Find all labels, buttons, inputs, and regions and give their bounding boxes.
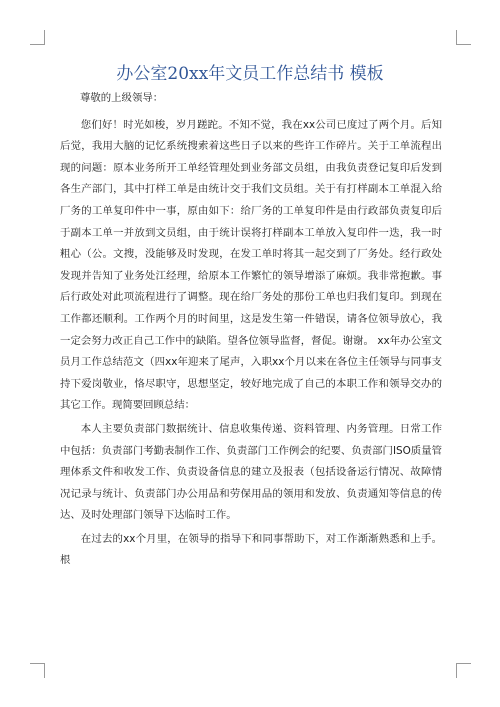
body-paragraph-1: 您们好！时光如梭，岁月蹉跎。不知不觉，我在xx公司已度过了两个月。后知后觉，我用大脑的记忆系统搜索着这些日子以来的些许工作碎片。关于工单流程出现的问题：原本业务所开工单经管理处到业务部文员组，由我负责登记复印后发到各生产部门，其中打样工单是由统计交于我们文员组。关于有打样副本工单混入给厂务的工单复印件中一事，原由如下：给厂务的工单复印件是由行政部负责复印后于副本工单一并放到文员组，由于统计误将打样副本工单放入复印件一迭，我一时粗心（公。文搜，没能够及时发现，在发工单时将其一起交到了厂务处。经行政处发现并告知了业务处江经理，给原本工作繁忙的领导增添了麻烦。我非常抱歉。事后行政处对此项流程进行了调整。现在给厂务处的那份工单也归我们复印。到现在工作都还顺利。工作两个月的时间里，这是发生第一件错误，请各位领导放心，我一定会努力改正自己工作中的缺陷。望各位领导监督，督促。谢谢。 xx年办公室文员月工作总结范文（四xx年迎来了尾声，入职xx个月以来在各位主任领导与同事支持下爱岗敬业，恪尽职守，思想坚定，较好地完成了自己的本职工作和领导交办的其它工作。现简要回顾总结： bbox=[60, 118, 442, 412]
document-title: 办公室20xx年文员工作总结书 模板 bbox=[116, 64, 384, 84]
body-paragraph-3: 在过去的xx个月里，在领导的指导下和同事帮助下，对工作渐渐熟悉和上手。根 bbox=[60, 532, 442, 567]
salutation: 尊敬的上级领导： bbox=[80, 92, 164, 104]
crop-mark-bottom-right bbox=[456, 663, 471, 678]
crop-mark-top-left bbox=[30, 30, 45, 45]
body-paragraph-2: 本人主要负责部门数据统计、信息收集传递、资料管理、内务管理。日常工作中包括：负责部门考勤表制作工作、负责部门工作例会的纪要、负责部门ISO质量管理体系文件和收发工作、负责设备信息的建立及报表（包括设备运行情况、故障情况记录与统计、负责部门办公用品和劳保用品的领用和发放、负责通知等信息的传达、及时处理部门领导下达临时工作。 bbox=[60, 422, 442, 522]
document-body bbox=[60, 88, 442, 572]
crop-mark-top-right bbox=[456, 30, 471, 45]
crop-mark-bottom-left bbox=[30, 663, 45, 678]
